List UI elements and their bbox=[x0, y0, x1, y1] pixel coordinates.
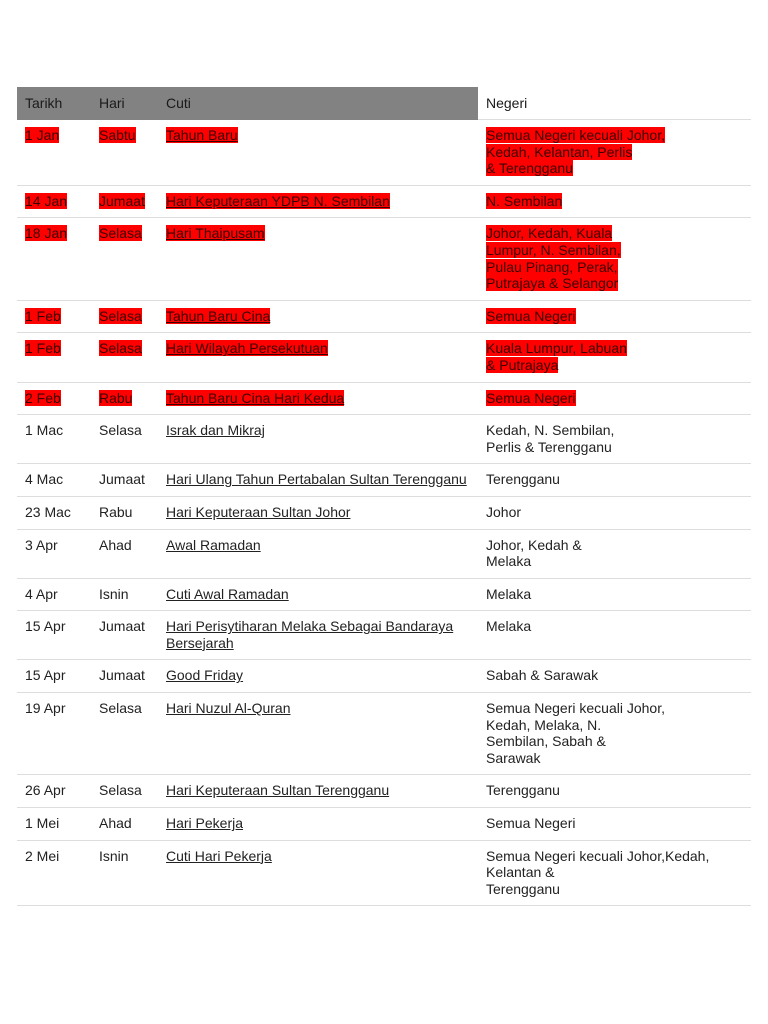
cell-date: 4 Apr bbox=[25, 585, 58, 602]
cell-date-cell bbox=[17, 578, 91, 611]
cell-states: Kuala Lumpur, Labuan & Putrajaya bbox=[486, 340, 627, 373]
cell-date-cell bbox=[17, 382, 91, 415]
cell-date: 1 Mei bbox=[25, 815, 60, 832]
cell-holiday-link-cell bbox=[158, 808, 478, 841]
cell-date-cell bbox=[17, 660, 91, 693]
table-row bbox=[17, 218, 751, 300]
cell-day-cell bbox=[91, 840, 158, 906]
cell-holiday-link-cell bbox=[158, 382, 478, 415]
cell-day: Selasa bbox=[99, 307, 142, 324]
cell-states-cell bbox=[478, 333, 751, 382]
cell-day: Jumaat bbox=[99, 192, 145, 209]
cell-date: 26 Apr bbox=[25, 782, 66, 799]
cell-day: Jumaat bbox=[99, 471, 145, 488]
cell-day-cell bbox=[91, 529, 158, 578]
cell-states-cell bbox=[478, 185, 751, 218]
cell-date: 19 Apr bbox=[25, 700, 66, 717]
cell-day: Rabu bbox=[99, 503, 133, 520]
cell-holiday-link-cell bbox=[158, 693, 478, 775]
cell-states: Melaka bbox=[486, 585, 532, 602]
cell-date-cell bbox=[17, 840, 91, 906]
cell-states-cell bbox=[478, 775, 751, 808]
table-row bbox=[17, 693, 751, 775]
cell-date-cell bbox=[17, 808, 91, 841]
cell-date: 14 Jan bbox=[25, 192, 68, 209]
cell-states: N. Sembilan bbox=[486, 192, 563, 209]
cell-holiday-link[interactable]: Cuti Awal Ramadan bbox=[166, 585, 289, 602]
cell-states-cell bbox=[478, 529, 751, 578]
cell-date-cell bbox=[17, 333, 91, 382]
cell-holiday-link[interactable]: Hari Keputeraan YDPB N. Sembilan bbox=[166, 192, 390, 209]
cell-date: 15 Apr bbox=[25, 618, 66, 635]
cell-day-cell bbox=[91, 185, 158, 218]
cell-day-cell bbox=[91, 382, 158, 415]
cell-holiday-link-cell bbox=[158, 496, 478, 529]
cell-states: Johor, Kedah & Melaka bbox=[486, 536, 582, 570]
cell-states-cell bbox=[478, 693, 751, 775]
cell-date-cell bbox=[17, 529, 91, 578]
header-day: Hari bbox=[91, 87, 158, 120]
cell-date-cell bbox=[17, 415, 91, 464]
table-body bbox=[17, 120, 751, 906]
cell-date-cell bbox=[17, 611, 91, 660]
cell-date-cell bbox=[17, 218, 91, 300]
cell-holiday-link[interactable]: Hari Keputeraan Sultan Johor bbox=[166, 503, 351, 520]
header-row bbox=[17, 87, 751, 120]
cell-holiday-link[interactable]: Good Friday bbox=[166, 667, 244, 684]
cell-day-cell bbox=[91, 775, 158, 808]
cell-holiday-link-cell bbox=[158, 464, 478, 497]
cell-holiday-link[interactable]: Tahun Baru Cina bbox=[166, 307, 271, 324]
cell-date-cell bbox=[17, 300, 91, 333]
cell-day-cell bbox=[91, 578, 158, 611]
cell-states: Melaka bbox=[486, 618, 532, 635]
cell-holiday-link-cell bbox=[158, 611, 478, 660]
cell-states-cell bbox=[478, 611, 751, 660]
cell-states: Semua Negeri bbox=[486, 815, 576, 832]
cell-holiday-link-cell bbox=[158, 218, 478, 300]
cell-date: 4 Mac bbox=[25, 471, 64, 488]
cell-holiday-link-cell bbox=[158, 578, 478, 611]
cell-states-cell bbox=[478, 808, 751, 841]
cell-states: Semua Negeri kecuali Johor,Kedah, Kelantan & Terengganu bbox=[486, 847, 710, 897]
cell-states-cell bbox=[478, 464, 751, 497]
table-header bbox=[17, 87, 751, 120]
cell-day: Selasa bbox=[99, 340, 142, 357]
cell-date: 1 Feb bbox=[25, 340, 61, 357]
cell-day-cell bbox=[91, 496, 158, 529]
cell-holiday-link-cell bbox=[158, 120, 478, 186]
table-row bbox=[17, 660, 751, 693]
cell-holiday-link[interactable]: Tahun Baru Cina Hari Kedua bbox=[166, 389, 345, 406]
table-row bbox=[17, 333, 751, 382]
cell-states: Terengganu bbox=[486, 471, 560, 488]
cell-holiday-link-cell bbox=[158, 660, 478, 693]
cell-day-cell bbox=[91, 464, 158, 497]
cell-day: Selasa bbox=[99, 225, 142, 242]
cell-states: Sabah & Sarawak bbox=[486, 667, 599, 684]
cell-holiday-link-cell bbox=[158, 840, 478, 906]
cell-day-cell bbox=[91, 300, 158, 333]
table-row bbox=[17, 529, 751, 578]
cell-holiday-link-cell bbox=[158, 300, 478, 333]
cell-date-cell bbox=[17, 185, 91, 218]
cell-day: Jumaat bbox=[99, 618, 145, 635]
cell-states-cell bbox=[478, 840, 751, 906]
cell-states-cell bbox=[478, 218, 751, 300]
cell-holiday-link[interactable]: Awal Ramadan bbox=[166, 536, 261, 553]
table-row bbox=[17, 464, 751, 497]
cell-day-cell bbox=[91, 415, 158, 464]
cell-day: Sabtu bbox=[99, 126, 136, 143]
table-row bbox=[17, 808, 751, 841]
cell-holiday-link[interactable]: Hari Thaipusam bbox=[166, 225, 265, 242]
table-row bbox=[17, 578, 751, 611]
cell-day-cell bbox=[91, 218, 158, 300]
cell-date: 1 Feb bbox=[25, 307, 61, 324]
table-row bbox=[17, 415, 751, 464]
cell-holiday-link[interactable]: Hari Ulang Tahun Pertabalan Sultan Terengganu bbox=[166, 471, 467, 488]
cell-holiday-link-cell bbox=[158, 333, 478, 382]
table-row bbox=[17, 611, 751, 660]
cell-day: Selasa bbox=[99, 782, 142, 799]
header-holiday: Cuti bbox=[158, 87, 478, 120]
cell-date-cell bbox=[17, 464, 91, 497]
cell-holiday-link-cell bbox=[158, 529, 478, 578]
cell-date: 1 Jan bbox=[25, 126, 60, 143]
cell-date-cell bbox=[17, 775, 91, 808]
cell-day-cell bbox=[91, 611, 158, 660]
cell-states-cell bbox=[478, 660, 751, 693]
table-row bbox=[17, 840, 751, 906]
cell-holiday-link[interactable]: Cuti Hari Pekerja bbox=[166, 847, 272, 864]
cell-states-cell bbox=[478, 578, 751, 611]
cell-day: Selasa bbox=[99, 700, 142, 717]
table-row bbox=[17, 775, 751, 808]
cell-day-cell bbox=[91, 120, 158, 186]
cell-date: 1 Mac bbox=[25, 422, 64, 439]
cell-holiday-link[interactable]: Hari Nuzul Al-Quran bbox=[166, 700, 291, 717]
cell-date: 3 Apr bbox=[25, 536, 58, 553]
cell-holiday-link[interactable]: Hari Perisytiharan Melaka Sebagai Bandaraya Bersejarah bbox=[166, 618, 454, 651]
table-row bbox=[17, 382, 751, 415]
cell-date-cell bbox=[17, 120, 91, 186]
cell-day: Selasa bbox=[99, 422, 142, 439]
cell-states: Johor bbox=[486, 503, 522, 520]
cell-day-cell bbox=[91, 660, 158, 693]
table-row bbox=[17, 496, 751, 529]
cell-holiday-link[interactable]: Hari Keputeraan Sultan Terengganu bbox=[166, 782, 390, 799]
cell-day-cell bbox=[91, 808, 158, 841]
cell-holiday-link[interactable]: Hari Wilayah Persekutuan bbox=[166, 340, 328, 357]
cell-day: Rabu bbox=[99, 389, 133, 406]
cell-date-cell bbox=[17, 693, 91, 775]
cell-date-cell bbox=[17, 496, 91, 529]
cell-day: Ahad bbox=[99, 815, 132, 832]
cell-day-cell bbox=[91, 333, 158, 382]
cell-day: Jumaat bbox=[99, 667, 145, 684]
cell-states: Semua Negeri kecuali Johor, Kedah, Kelantan, Perlis & Terengganu bbox=[486, 127, 665, 177]
cell-day: Isnin bbox=[99, 585, 129, 602]
cell-states: Terengganu bbox=[486, 782, 560, 799]
cell-states-cell bbox=[478, 300, 751, 333]
holiday-table bbox=[17, 87, 751, 906]
cell-holiday-link-cell bbox=[158, 185, 478, 218]
cell-day-cell bbox=[91, 693, 158, 775]
cell-states: Semua Negeri bbox=[486, 389, 576, 406]
cell-date: 2 Mei bbox=[25, 847, 60, 864]
table-row bbox=[17, 185, 751, 218]
cell-states-cell bbox=[478, 382, 751, 415]
table-row bbox=[17, 300, 751, 333]
header-states: Negeri bbox=[478, 87, 751, 120]
cell-holiday-link-cell bbox=[158, 415, 478, 464]
cell-date: 2 Feb bbox=[25, 389, 61, 406]
cell-states-cell bbox=[478, 496, 751, 529]
cell-states: Semua Negeri bbox=[486, 307, 576, 324]
header-date: Tarikh bbox=[17, 87, 91, 120]
cell-holiday-link[interactable]: Israk dan Mikraj bbox=[166, 422, 265, 439]
cell-holiday-link[interactable]: Hari Pekerja bbox=[166, 815, 244, 832]
cell-date: 23 Mac bbox=[25, 503, 71, 520]
table-row bbox=[17, 120, 751, 186]
cell-holiday-link[interactable]: Tahun Baru bbox=[166, 126, 238, 143]
cell-day: Isnin bbox=[99, 847, 129, 864]
cell-states: Semua Negeri kecuali Johor, Kedah, Melaka, N. Sembilan, Sabah & Sarawak bbox=[486, 700, 665, 766]
cell-states: Kedah, N. Sembilan, Perlis & Terengganu bbox=[486, 422, 615, 455]
cell-date: 15 Apr bbox=[25, 667, 66, 684]
cell-date: 18 Jan bbox=[25, 225, 68, 242]
cell-states-cell bbox=[478, 120, 751, 186]
cell-states-cell bbox=[478, 415, 751, 464]
cell-states: Johor, Kedah, Kuala Lumpur, N. Sembilan, Pulau Pinang, Perak, Putrajaya & Selangor bbox=[486, 225, 621, 292]
cell-day: Ahad bbox=[99, 536, 132, 553]
cell-holiday-link-cell bbox=[158, 775, 478, 808]
